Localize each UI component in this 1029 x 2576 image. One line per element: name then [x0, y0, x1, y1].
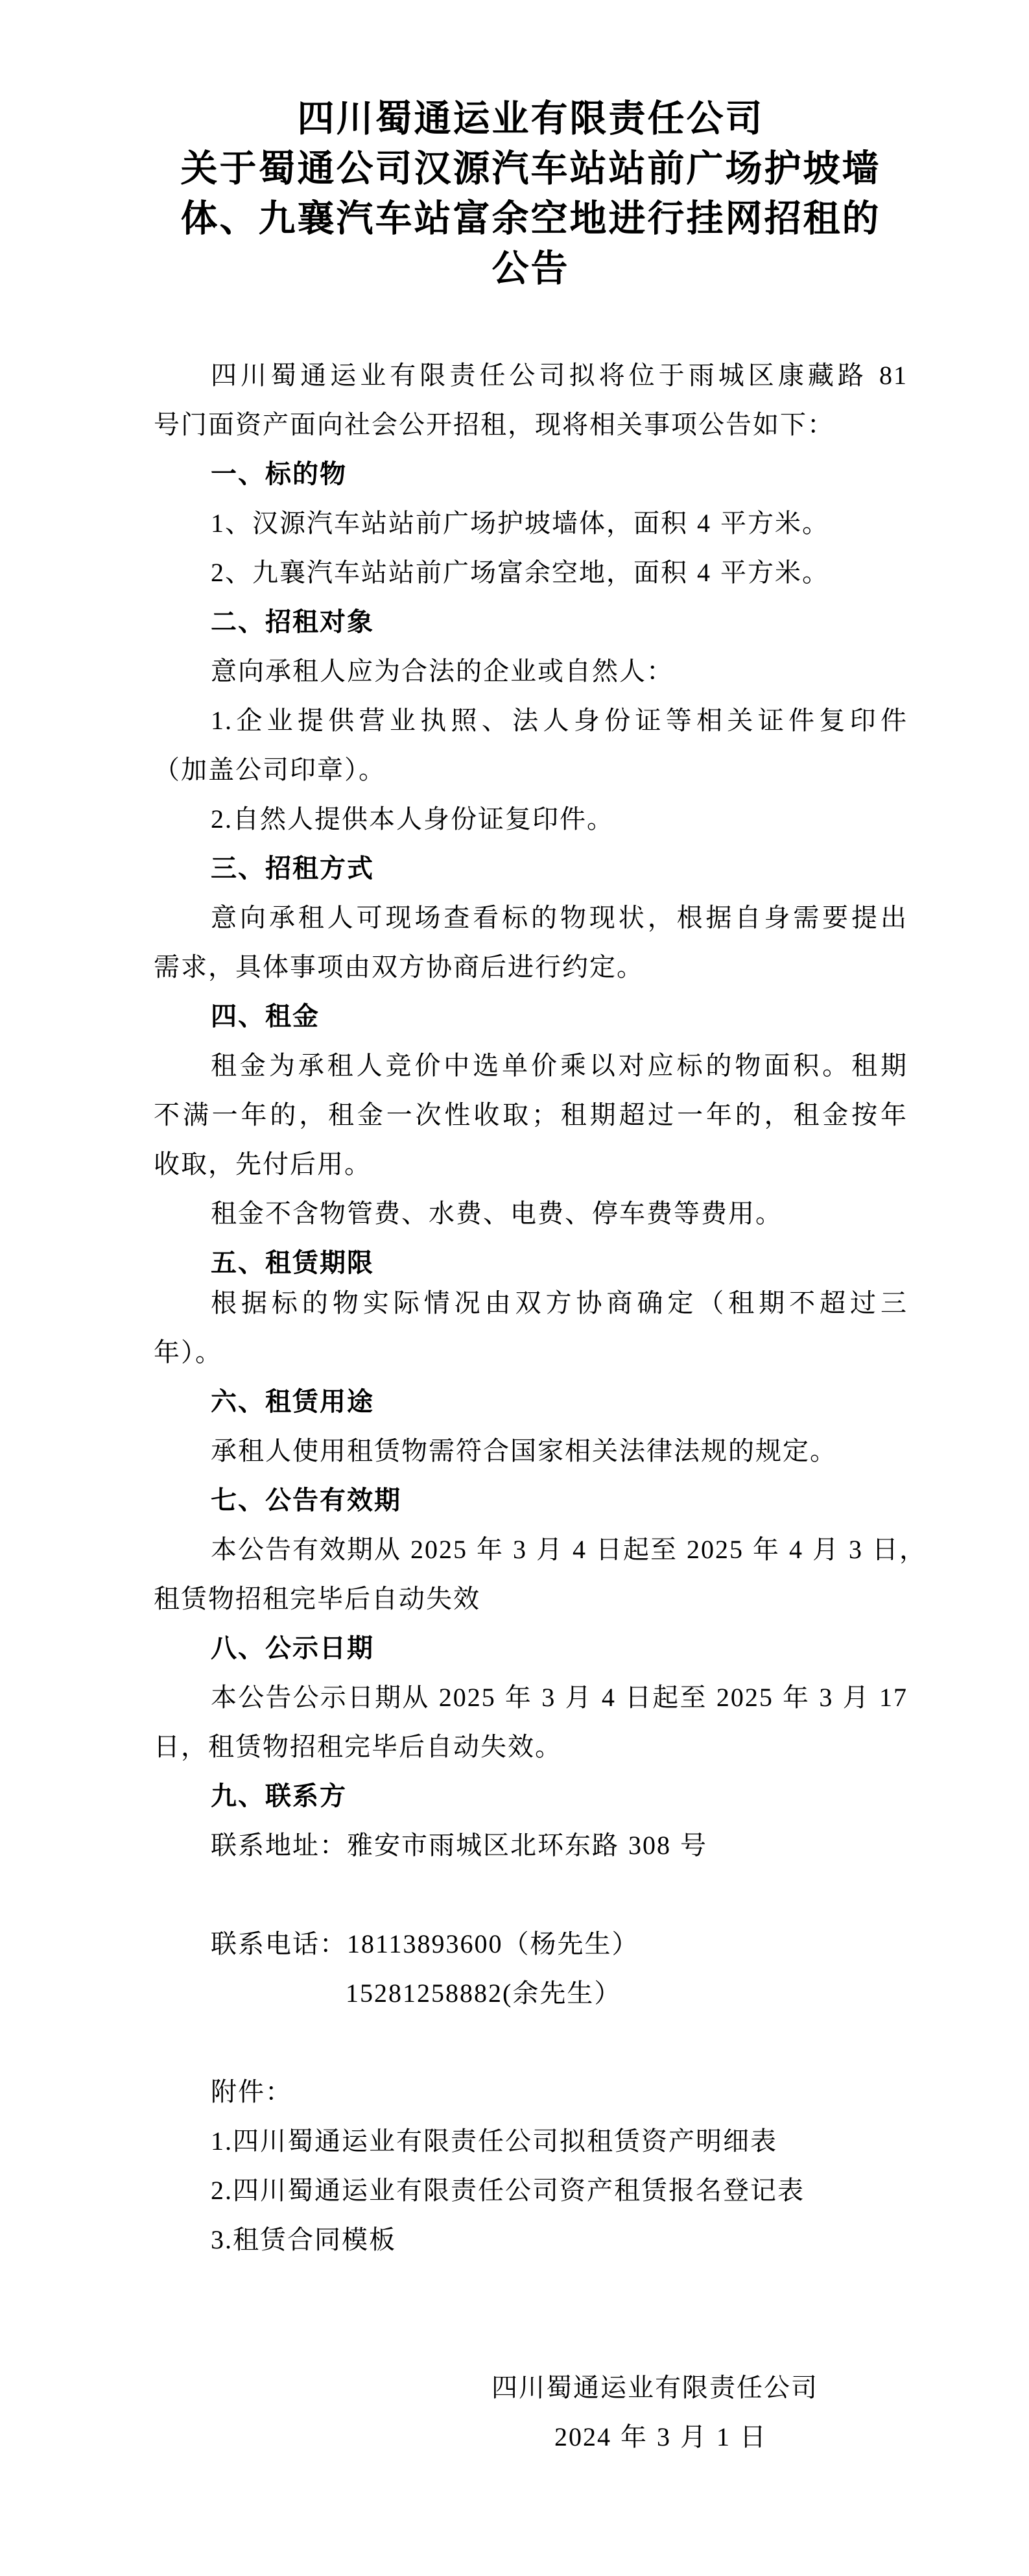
paragraph-line: 1、汉源汽车站站前广场护坡墙体，面积 4 平方米。 — [211, 509, 829, 538]
paragraph-line: 承租人使用租赁物需符合国家相关法律法规的规定。 — [211, 1436, 837, 1465]
section-heading: 二、招租对象 — [211, 607, 374, 636]
paragraph-line: 号门面资产面向社会公开招租，现将相关事项公告如下： — [154, 410, 834, 439]
blank-line — [154, 1870, 908, 1920]
signature-date: 2024 年 3 月 1 日 — [554, 2422, 767, 2451]
section-heading: 一、标的物 — [211, 459, 347, 488]
section-heading: 八、公示日期 — [211, 1633, 374, 1663]
paragraph-line: 2.自然人提供本人身份证复印件。 — [211, 804, 614, 834]
blank-line — [154, 2314, 908, 2363]
blank-line — [154, 2265, 908, 2314]
paragraph-line: 本公告公示日期从 2025 年 3 月 4 日起至 2025 年 3 月 17 — [211, 1683, 908, 1712]
paragraph-line: 不满一年的，租金一次性收取；租期超过一年的，租金按年 — [154, 1100, 908, 1129]
paragraph-line: 1.企业提供营业执照、法人身份证等相关证件复印件 — [211, 706, 908, 735]
section-heading: 四、租金 — [211, 1002, 320, 1031]
section-heading: 六、租赁用途 — [211, 1387, 374, 1416]
paragraph-line: 联系电话：18113893600（杨先生） — [211, 1929, 639, 1958]
paragraph-line: 意向承租人可现场查看标的物现状，根据自身需要提出 — [211, 903, 908, 932]
paragraph-line: 3.租赁合同模板 — [211, 2225, 396, 2254]
paragraph-line: 租金为承租人竞价中选单价乘以对应标的物面积。租期 — [211, 1051, 908, 1080]
signature-company: 四川蜀通运业有限责任公司 — [491, 2373, 818, 2402]
section-heading: 七、公告有效期 — [211, 1486, 401, 1515]
paragraph-line: 1.四川蜀通运业有限责任公司拟租赁资产明细表 — [211, 2126, 777, 2156]
paragraph-line: 四川蜀通运业有限责任公司拟将位于雨城区康藏路 81 — [211, 361, 908, 390]
document-title — [154, 94, 908, 294]
section-heading: 五、租赁期限 — [211, 1248, 374, 1277]
paragraph-line: 需求，具体事项由双方协商后进行约定。 — [154, 952, 644, 981]
section-heading: 九、联系方 — [211, 1781, 347, 1811]
paragraph-line: 联系地址：雅安市雨城区北环东路 308 号 — [211, 1831, 707, 1860]
paragraph-line: 租赁物招租完毕后自动失效 — [154, 1584, 480, 1613]
title-line: 关于蜀通公司汉源汽车站站前广场护坡墙 — [180, 149, 881, 189]
paragraph-line: 15281258882(余先生） — [346, 1979, 622, 2008]
blank-line — [154, 2018, 908, 2067]
paragraph-line: 2.四川蜀通运业有限责任公司资产租赁报名登记表 — [211, 2176, 805, 2205]
paragraph-line: 本公告有效期从 2025 年 3 月 4 日起至 2025 年 4 月 3 日， — [211, 1535, 927, 1564]
paragraph-line: 日，租赁物招租完毕后自动失效。 — [154, 1732, 562, 1761]
paragraph-line: 意向承租人应为合法的企业或自然人： — [211, 656, 674, 686]
section-heading: 三、招租方式 — [211, 854, 374, 883]
title-line: 四川蜀通运业有限责任公司 — [297, 99, 764, 139]
paragraph-line: 附件： — [211, 2077, 292, 2106]
title-line: 公告 — [491, 248, 570, 289]
paragraph-line: 租金不含物管费、水费、电费、停车费等费用。 — [211, 1199, 783, 1228]
paragraph-line: 2、九襄汽车站站前广场富余空地，面积 4 平方米。 — [211, 558, 829, 587]
paragraph-line: 根据标的物实际情况由双方协商确定（租期不超过三 — [211, 1288, 908, 1318]
paragraph-line: 年）。 — [154, 1338, 222, 1367]
paragraph-line: 收取，先付后用。 — [154, 1150, 372, 1179]
title-line: 体、九襄汽车站富余空地进行挂网招租的 — [180, 199, 881, 239]
document-body — [154, 351, 927, 2462]
paragraph-line: （加盖公司印章）。 — [154, 755, 386, 784]
